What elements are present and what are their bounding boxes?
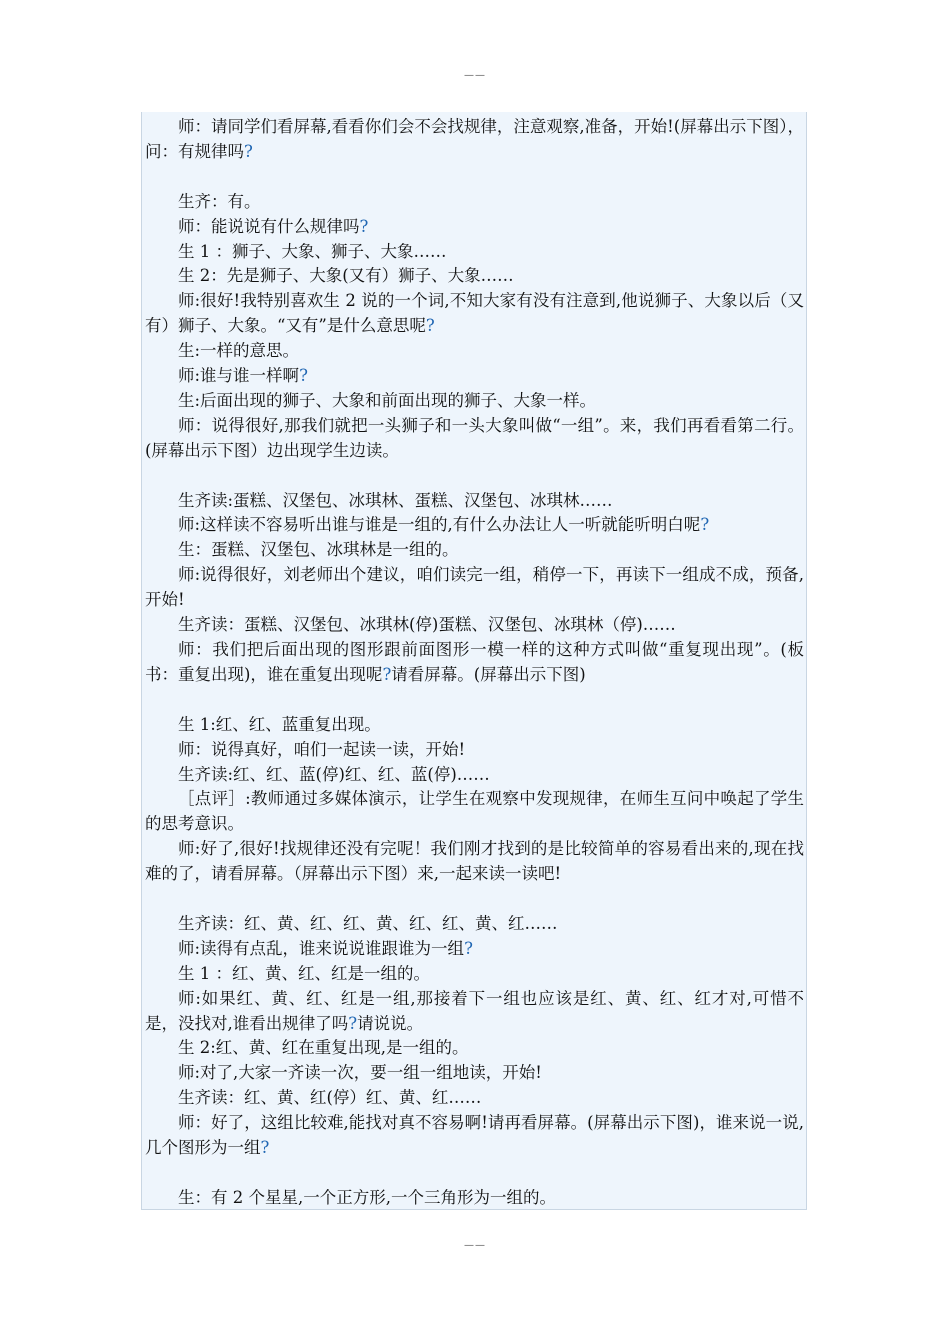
transcript-paragraph	[145, 763, 804, 788]
transcript-paragraph	[145, 1111, 804, 1161]
paragraph-text: 师：能说说有什么规律吗	[178, 216, 360, 236]
transcript-paragraph	[145, 713, 804, 738]
paragraph-text: 生齐：有。	[178, 191, 261, 211]
transcript-paragraph	[145, 240, 804, 265]
paragraph-gap	[145, 1161, 804, 1186]
paragraph-text: 生:后面出现的狮子、大象和前面出现的狮子、大象一样。	[178, 390, 597, 410]
transcript-paragraph	[145, 563, 804, 613]
transcript-paragraph	[145, 389, 804, 414]
transcript-paragraph	[145, 613, 804, 638]
paragraph-text: ［点评］:教师通过多媒体演示，让学生在观察中发现规律，在师生互问中唤起了学生的思考意识。	[145, 789, 804, 834]
transcript-paragraph	[145, 912, 804, 937]
paragraph-text: 生 2：先是狮子、大象(又有）狮子、大象……	[178, 266, 514, 286]
paragraph-text: 师：请同学们看屏幕,看看你们会不会找规律，注意观察,准备，开始!(屏幕出示下图），问：有规律吗	[145, 117, 804, 161]
question-mark: ?	[260, 1138, 270, 1158]
paragraph-text: 师:读得有点乱，谁来说说谁跟谁为一组	[178, 938, 465, 958]
paragraph-text: 生 1 ：红、黄、红、红是一组的。	[178, 963, 430, 983]
transcript-paragraph	[145, 1036, 804, 1061]
question-mark: ?	[244, 141, 253, 161]
lesson-transcript-frame	[141, 112, 807, 1210]
paragraph-text: 师:这样读不容易听出谁与谁是一组的,有什么办法让人一听就能听明白呢	[178, 515, 701, 535]
question-mark: ?	[464, 938, 473, 958]
paragraph-text: 生 2:红、黄、红在重复出现,是一组的。	[178, 1038, 469, 1058]
transcript-paragraph	[145, 414, 804, 464]
paragraph-text: 师:对了,大家一齐读一次，要一组一组地读，开始!	[178, 1063, 542, 1083]
transcript-paragraph	[145, 190, 804, 215]
question-mark: ?	[348, 1013, 358, 1033]
paragraph-text: 生齐读：红、黄、红(停）红、黄、红……	[178, 1088, 482, 1108]
paragraph-text: 生齐读:红、红、蓝(停)红、红、蓝(停)……	[178, 764, 490, 784]
header-page-mark: ——	[464, 70, 486, 81]
transcript-paragraph	[145, 215, 804, 240]
transcript-paragraph	[145, 1086, 804, 1111]
paragraph-text: 生 1 ：狮子、大象、狮子、大象……	[178, 241, 447, 261]
question-mark: ?	[359, 216, 369, 236]
transcript-paragraph	[145, 937, 804, 962]
transcript-paragraph	[145, 513, 804, 538]
paragraph-text-continued: 请说说。	[357, 1013, 424, 1033]
paragraph-text: 生：蛋糕、汉堡包、冰琪林是一组的。	[178, 540, 459, 560]
paragraph-text: 师:好了,很好!找规律还没有完呢！我们刚才找到的是比较简单的容易看出来的,现在找难的了，请看屏幕。（屏幕出示下图）来,一起来读一读吧!	[145, 839, 804, 884]
transcript-paragraph	[145, 289, 804, 339]
paragraph-text: 生齐读：蛋糕、汉堡包、冰琪林(停)蛋糕、汉堡包、冰琪林（停)……	[178, 615, 676, 635]
question-mark: ?	[382, 664, 392, 684]
paragraph-text: 师：我们把后面出现的图形跟前面图形一模一样的这种方式叫做“重复现出现”。(板书：重复出现)，谁在重复出现呢	[145, 640, 804, 684]
transcript-paragraph	[145, 1186, 804, 1210]
paragraph-text-continued: 请看屏幕。(屏幕出示下图)	[391, 664, 586, 684]
paragraph-text: 师:谁与谁一样啊	[178, 366, 300, 386]
transcript-paragraph	[145, 638, 804, 688]
transcript-paragraph	[145, 364, 804, 389]
question-mark: ?	[299, 366, 308, 386]
transcript-paragraph	[145, 339, 804, 364]
paragraph-text: 师：好了，这组比较难,能找对真不容易啊!请再看屏幕。(屏幕出示下图)，谁来说一说,几个图形为一组	[145, 1113, 804, 1158]
paragraph-text: 师:很好!我特别喜欢生 2 说的一个词,不知大家有没有注意到,他说狮子、大象以后（又有）狮子、大象。“又有”是什么意思呢	[145, 291, 804, 336]
paragraph-gap	[145, 688, 804, 713]
footer-page-mark: ——	[464, 1240, 486, 1251]
transcript-paragraph	[145, 787, 804, 837]
question-mark: ?	[700, 515, 710, 535]
transcript-paragraph	[145, 115, 804, 165]
transcript-paragraph	[145, 987, 804, 1037]
paragraph-text: 生齐读：红、黄、红、红、黄、红、红、黄、红……	[178, 913, 558, 933]
transcript-paragraph	[145, 962, 804, 987]
paragraph-gap	[145, 165, 804, 190]
paragraph-gap	[145, 464, 804, 489]
paragraph-text: 师:说得很好，刘老师出个建议，咱们读完一组，稍停一下，再读下一组成不成，预备,开始!	[145, 565, 804, 610]
paragraph-text: 生：有 2 个星星,一个正方形,一个三角形为一组的。	[178, 1187, 556, 1207]
paragraph-gap	[145, 887, 804, 912]
transcript-paragraph	[145, 837, 804, 887]
paragraph-text: 师：说得真好，咱们一起读一读，开始!	[178, 739, 466, 759]
paragraph-text: 生齐读:蛋糕、汉堡包、冰琪林、蛋糕、汉堡包、冰琪林……	[178, 490, 613, 510]
paragraph-text: 师：说得很好,那我们就把一头狮子和一头大象叫做“一组”。来，我们再看看第二行。(屏幕出示下图）边出现学生边读。	[145, 415, 804, 460]
question-mark: ?	[425, 316, 435, 336]
transcript-paragraph	[145, 738, 804, 763]
transcript-paragraph	[145, 538, 804, 563]
paragraph-text: 生:一样的意思。	[178, 341, 300, 361]
transcript-paragraph	[145, 264, 804, 289]
transcript-paragraph	[145, 1061, 804, 1086]
transcript-paragraph	[145, 489, 804, 514]
paragraph-text: 师:如果红、黄、红、红是一组,那接着下一组也应该是红、黄、红、红才对,可惜不是，没找对,谁看出规律了吗	[145, 988, 804, 1033]
paragraph-text: 生 1:红、红、蓝重复出现。	[178, 714, 381, 734]
